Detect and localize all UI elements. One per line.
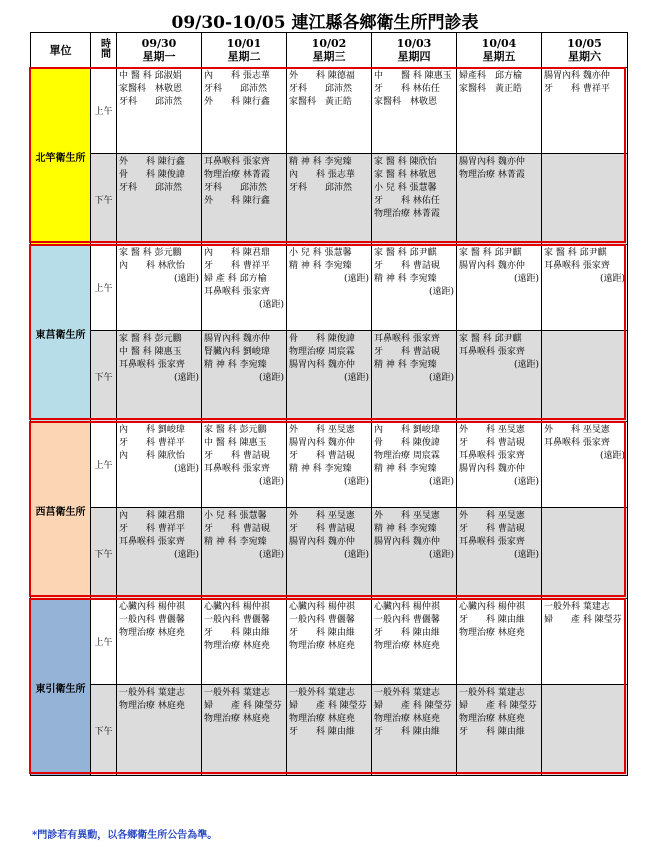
doctor-entry: 耳鼻喉科 張家齊 — [459, 451, 525, 461]
doctor-entry: 內 科 劉峻瑋 — [119, 425, 185, 435]
schedule-cell — [117, 508, 202, 599]
doctor-entry: 牙 科 曹詰硯 — [289, 524, 355, 534]
remote-note: (遠距) — [428, 373, 454, 383]
footnote: *門診若有異動，以各鄉衛生所公告為準。 — [32, 830, 218, 841]
doctor-entry: 牙 科 陳由維 — [289, 727, 355, 737]
doctor-entry: 物理治療 林庭堯 — [119, 628, 185, 638]
clinic-name: 西莒衛生所 — [31, 422, 91, 599]
remote-note: (遠距) — [173, 550, 199, 560]
schedule-cell — [457, 599, 542, 685]
doctor-entry: 家 醫 科 陳欣怡 — [374, 157, 437, 167]
remote-note: (遠距) — [513, 477, 539, 487]
doctor-entry: 物理治療 林庭堯 — [204, 714, 270, 724]
doctor-entry: 小 兒 科 張慧馨 — [289, 248, 352, 258]
schedule-cell — [457, 68, 542, 154]
period-label: 下午 — [91, 154, 117, 245]
day-date: 10/04 — [481, 37, 517, 50]
doctor-entry: 外 科 巫旻憲 — [459, 425, 525, 435]
doctor-entry: 內 科 陳君鼎 — [119, 511, 185, 521]
day-date: 10/01 — [226, 37, 262, 50]
doctor-entry: 精 神 科 李宛臻 — [374, 524, 437, 534]
schedule-cell — [372, 331, 457, 422]
header-row — [31, 33, 628, 68]
schedule-cell — [542, 508, 628, 599]
schedule-cell — [202, 599, 287, 685]
doctor-entry: 內 科 陳欣怡 — [119, 451, 185, 461]
doctor-entry: 腸胃內科 魏亦仲 — [289, 537, 355, 547]
doctor-entry: 中 醫 科 陳惠玉 — [204, 438, 267, 448]
doctor-entry: 牙 科 陳由維 — [459, 727, 525, 737]
schedule-cell — [372, 245, 457, 331]
doctor-entry: 婦 產 科 陳瑩芬 — [204, 701, 282, 711]
doctor-entry: 一般內科 曹儷馨 — [119, 615, 185, 625]
doctor-entry: 牙科 邱沛然 — [204, 84, 268, 94]
doctor-entry: 物理治療 林庭堯 — [289, 714, 355, 724]
doctor-entry: 物理治療 林菁霞 — [459, 170, 525, 180]
day-weekday: 星期六 — [568, 50, 601, 63]
doctor-entry: 牙 科 陳由維 — [204, 628, 270, 638]
doctor-entry: 腸胃內科 魏亦仲 — [459, 261, 525, 271]
day-header — [287, 33, 372, 68]
time-header — [91, 33, 117, 68]
doctor-entry: 牙 科 林佑任 — [374, 196, 440, 206]
doctor-entry: 婦產科 邱方榆 — [459, 71, 523, 81]
period-label: 下午 — [91, 508, 117, 599]
doctor-entry: 耳鼻喉科 張家齊 — [119, 537, 185, 547]
schedule-cell — [117, 685, 202, 776]
doctor-entry: 一般內科 曹儷馨 — [374, 615, 440, 625]
day-weekday: 星期五 — [482, 50, 516, 63]
doctor-entry: 耳鼻喉科 張家齊 — [374, 334, 440, 344]
schedule-cell — [372, 422, 457, 508]
day-date: 10/05 — [567, 37, 602, 50]
doctor-entry: 家醫科 林敬恩 — [374, 97, 438, 107]
doctor-entry: 耳鼻喉科 張家齊 — [204, 464, 270, 474]
doctor-entry: 牙 科 曹詰硯 — [204, 524, 270, 534]
schedule-cell — [202, 154, 287, 245]
remote-note: (遠距) — [258, 300, 284, 310]
doctor-entry: 家 醫 科 彭元鵬 — [204, 425, 267, 435]
schedule-cell — [457, 331, 542, 422]
doctor-entry: 耳鼻喉科 張家齊 — [459, 537, 525, 547]
day-header — [372, 33, 457, 68]
remote-note: (遠距) — [258, 477, 284, 487]
remote-note: (遠距) — [513, 550, 539, 560]
period-label: 上午 — [91, 245, 117, 331]
doctor-entry: 耳鼻喉科 張家齊 — [544, 438, 610, 448]
doctor-entry: 婦 產 科 陳瑩芬 — [544, 615, 622, 625]
schedule-cell — [117, 422, 202, 508]
remote-note: (遠距) — [343, 373, 369, 383]
schedule-cell — [542, 245, 628, 331]
doctor-entry: 外 科 陳德福 — [289, 71, 355, 81]
doctor-entry: 物理治療 林菁霞 — [204, 170, 270, 180]
schedule-cell — [457, 685, 542, 776]
doctor-entry: 腸胃內科 魏亦仲 — [289, 438, 355, 448]
doctor-entry: 外 科 巫旻憲 — [459, 511, 525, 521]
schedule-row — [31, 154, 628, 245]
doctor-entry: 腎臟內科 劉峻瑋 — [204, 347, 270, 357]
doctor-entry: 物理治療 林庭堯 — [289, 641, 355, 651]
doctor-entry: 腸胃內科 魏亦仲 — [289, 360, 355, 370]
remote-note: (遠距) — [173, 373, 199, 383]
doctor-entry: 牙 科 曹祥平 — [119, 438, 185, 448]
doctor-entry: 中 醫 科 邱淑娟 — [119, 71, 182, 81]
doctor-entry: 腸胃內科 魏亦仲 — [459, 157, 525, 167]
clinic-name: 東莒衛生所 — [31, 245, 91, 422]
period-label: 上午 — [91, 599, 117, 685]
schedule-cell — [542, 422, 628, 508]
remote-note: (遠距) — [343, 274, 369, 284]
doctor-entry: 家醫科 黃正皓 — [289, 97, 353, 107]
doctor-entry: 外 科 陳行鑫 — [204, 196, 270, 206]
schedule-cell — [287, 508, 372, 599]
doctor-entry: 一般內科 曹儷馨 — [289, 615, 355, 625]
unit-header: 單位 — [31, 33, 91, 68]
doctor-entry: 牙 科 陳由維 — [289, 628, 355, 638]
period-label: 上午 — [91, 68, 117, 154]
schedule-cell — [457, 245, 542, 331]
doctor-entry: 一般外科 葉建志 — [204, 688, 270, 698]
doctor-entry: 精 神 科 李宛臻 — [289, 464, 352, 474]
doctor-entry: 耳鼻喉科 張家齊 — [204, 287, 270, 297]
doctor-entry: 腸胃內科 魏亦仲 — [459, 464, 525, 474]
schedule-cell — [372, 68, 457, 154]
doctor-entry: 精 神 科 李宛臻 — [374, 360, 437, 370]
doctor-entry: 耳鼻喉科 張家齊 — [204, 157, 270, 167]
doctor-entry: 中 醫 科 陳惠玉 — [374, 71, 452, 81]
remote-note: (遠距) — [173, 274, 199, 284]
page-title: 09/30-10/05 連江縣各鄉衛生所門診表 — [171, 13, 479, 33]
schedule-row — [31, 508, 628, 599]
doctor-entry: 內 科 劉峻瑋 — [374, 425, 440, 435]
doctor-entry: 精 神 科 李宛臻 — [204, 360, 267, 370]
schedule-cell — [287, 154, 372, 245]
schedule-cell — [287, 331, 372, 422]
doctor-entry: 牙 科 林佑任 — [374, 84, 440, 94]
doctor-entry: 家醫科 林敬恩 — [119, 84, 183, 94]
doctor-entry: 婦 產 科 陳瑩芬 — [289, 701, 367, 711]
doctor-entry: 牙 科 曹祥平 — [544, 84, 610, 94]
schedule-cell — [372, 599, 457, 685]
doctor-entry: 外 科 巫旻憲 — [289, 511, 355, 521]
period-label: 下午 — [91, 685, 117, 776]
doctor-entry: 精 神 科 李宛臻 — [289, 157, 352, 167]
schedule-cell — [287, 685, 372, 776]
doctor-entry: 牙 科 曹詰硯 — [374, 347, 440, 357]
doctor-entry: 一般外科 葉建志 — [119, 688, 185, 698]
schedule-row — [31, 422, 628, 508]
doctor-entry: 家 醫 科 邱尹麒 — [544, 248, 607, 258]
schedule-table — [30, 32, 628, 776]
day-header — [542, 33, 628, 68]
doctor-entry: 腸胃內科 魏亦仲 — [204, 334, 270, 344]
remote-note: (遠距) — [599, 274, 625, 284]
doctor-entry: 一般外科 葉建志 — [289, 688, 355, 698]
schedule-cell — [542, 331, 628, 422]
doctor-entry: 牙 科 曹詰硯 — [289, 451, 355, 461]
doctor-entry: 外 科 陳行鑫 — [119, 157, 185, 167]
doctor-entry: 內 科 張志華 — [289, 170, 355, 180]
doctor-entry: 牙 科 曹詰硯 — [204, 451, 270, 461]
remote-note: (遠距) — [428, 550, 454, 560]
remote-note: (遠距) — [343, 550, 369, 560]
schedule-cell — [542, 68, 628, 154]
doctor-entry: 外 科 巫旻憲 — [374, 511, 440, 521]
doctor-entry: 物理治療 林庭堯 — [459, 628, 525, 638]
doctor-entry: 一般外科 葉建志 — [374, 688, 440, 698]
doctor-entry: 中 醫 科 陳惠玉 — [119, 347, 182, 357]
day-header — [202, 33, 287, 68]
clinic-name: 東引衛生所 — [31, 599, 91, 776]
remote-note: (遠距) — [258, 550, 284, 560]
doctor-entry: 牙 科 陳由維 — [459, 615, 525, 625]
doctor-entry: 牙科 邱沛然 — [119, 183, 183, 193]
day-header — [117, 33, 202, 68]
doctor-entry: 精 神 科 李宛臻 — [289, 261, 352, 271]
doctor-entry: 家 醫 科 彭元鵬 — [119, 334, 182, 344]
schedule-cell — [202, 508, 287, 599]
doctor-entry: 耳鼻喉科 張家齊 — [459, 347, 525, 357]
remote-note: (遠距) — [173, 464, 199, 474]
schedule-cell — [202, 68, 287, 154]
doctor-entry: 內 科 林欣怡 — [119, 261, 185, 271]
day-header — [457, 33, 542, 68]
doctor-entry: 精 神 科 李宛臻 — [374, 274, 437, 284]
doctor-entry: 骨 科 陳俊諱 — [374, 438, 440, 448]
day-date: 10/03 — [396, 37, 432, 50]
doctor-entry: 外 科 陳行鑫 — [204, 97, 270, 107]
remote-note: (遠距) — [343, 477, 369, 487]
doctor-entry: 家 醫 科 邱尹麒 — [459, 334, 522, 344]
schedule-cell — [287, 599, 372, 685]
doctor-entry: 耳鼻喉科 張家齊 — [544, 261, 610, 271]
doctor-entry: 牙 科 曹詰硯 — [459, 524, 525, 534]
schedule-cell — [117, 68, 202, 154]
doctor-entry: 內 科 陳君鼎 — [204, 248, 270, 258]
schedule-cell — [202, 331, 287, 422]
schedule-cell — [117, 331, 202, 422]
schedule-row — [31, 599, 628, 685]
doctor-entry: 牙 科 陳由維 — [374, 727, 440, 737]
doctor-entry: 牙 科 曹詰硯 — [374, 261, 440, 271]
doctor-entry: 精 神 科 李宛臻 — [204, 537, 267, 547]
clinic-name: 北竿衛生所 — [31, 68, 91, 245]
remote-note: (遠距) — [513, 360, 539, 370]
schedule-row — [31, 245, 628, 331]
schedule-row — [31, 68, 628, 154]
day-weekday: 星期四 — [397, 50, 431, 63]
doctor-entry: 牙 科 陳由維 — [374, 628, 440, 638]
period-label: 下午 — [91, 331, 117, 422]
schedule-cell — [202, 422, 287, 508]
doctor-entry: 物理治療 林庭堯 — [119, 701, 185, 711]
doctor-entry: 物理治療 林庭堯 — [374, 714, 440, 724]
doctor-entry: 牙科 邱沛然 — [289, 183, 353, 193]
schedule-cell — [372, 508, 457, 599]
day-date: 09/30 — [141, 37, 177, 50]
day-weekday: 星期一 — [142, 50, 176, 63]
schedule-cell — [372, 685, 457, 776]
period-label: 上午 — [91, 422, 117, 508]
doctor-entry: 家 醫 科 林敬恩 — [374, 170, 437, 180]
doctor-entry: 婦 產 科 陳瑩芬 — [374, 701, 452, 711]
schedule-cell — [202, 245, 287, 331]
doctor-entry: 一般外科 葉建志 — [459, 688, 525, 698]
day-date: 10/02 — [311, 37, 347, 50]
day-weekday: 星期二 — [227, 50, 261, 63]
schedule-cell — [457, 508, 542, 599]
doctor-entry: 腸胃內科 魏亦仲 — [544, 71, 610, 81]
doctor-entry: 骨 科 陳俊諱 — [289, 334, 355, 344]
doctor-entry: 物理治療 周宸霖 — [289, 347, 355, 357]
doctor-entry: 牙科 邱沛然 — [119, 97, 183, 107]
doctor-entry: 耳鼻喉科 張家齊 — [119, 360, 185, 370]
schedule-cell — [287, 245, 372, 331]
doctor-entry: 小 兒 科 張慧馨 — [374, 183, 437, 193]
doctor-entry: 牙 科 曹祥平 — [119, 524, 185, 534]
doctor-entry: 牙 科 曹詰硯 — [459, 438, 525, 448]
schedule-cell — [457, 422, 542, 508]
remote-note: (遠距) — [258, 373, 284, 383]
doctor-entry: 腸胃內科 魏亦仲 — [374, 537, 440, 547]
doctor-entry: 家 醫 科 邱尹麒 — [459, 248, 522, 258]
doctor-entry: 小 兒 科 張慧馨 — [204, 511, 267, 521]
doctor-entry: 外 科 巫旻憲 — [289, 425, 355, 435]
doctor-entry: 婦 產 科 陳瑩芬 — [459, 701, 537, 711]
doctor-entry: 心臟內科 楊仲祺 — [459, 602, 525, 612]
schedule-cell — [457, 154, 542, 245]
doctor-entry: 內 科 張志華 — [204, 71, 270, 81]
schedule-cell — [117, 599, 202, 685]
doctor-entry: 心臟內科 楊仲祺 — [374, 602, 440, 612]
time-header-label: 時間 — [98, 38, 110, 58]
doctor-entry: 一般外科 葉建志 — [544, 602, 610, 612]
doctor-entry: 物理治療 林菁霞 — [374, 209, 440, 219]
schedule-cell — [117, 154, 202, 245]
doctor-entry: 物理治療 林庭堯 — [204, 641, 270, 651]
day-weekday: 星期三 — [312, 50, 346, 63]
doctor-entry: 物理治療 林庭堯 — [374, 641, 440, 651]
doctor-entry: 心臟內科 楊仲祺 — [289, 602, 355, 612]
remote-note: (遠距) — [513, 274, 539, 284]
schedule-cell — [542, 685, 628, 776]
schedule-cell — [287, 422, 372, 508]
doctor-entry: 精 神 科 李宛臻 — [374, 464, 437, 474]
schedule-cell — [287, 68, 372, 154]
doctor-entry: 家 醫 科 彭元鵬 — [119, 248, 182, 258]
doctor-entry: 家醫科 黃正皓 — [459, 84, 523, 94]
doctor-entry: 牙科 邱沛然 — [204, 183, 268, 193]
schedule-cell — [372, 154, 457, 245]
remote-note: (遠距) — [428, 477, 454, 487]
doctor-entry: 家 醫 科 邱尹麒 — [374, 248, 437, 258]
doctor-entry: 牙 科 曹祥平 — [204, 261, 270, 271]
schedule-cell — [202, 685, 287, 776]
schedule-cell — [117, 245, 202, 331]
doctor-entry: 物理治療 林庭堯 — [459, 714, 525, 724]
doctor-entry: 心臟內科 楊仲祺 — [204, 602, 270, 612]
remote-note: (遠距) — [428, 287, 454, 297]
doctor-entry: 心臟內科 楊仲祺 — [119, 602, 185, 612]
schedule-row — [31, 685, 628, 776]
schedule-cell — [542, 599, 628, 685]
doctor-entry: 外 科 巫旻憲 — [544, 425, 610, 435]
schedule-row — [31, 331, 628, 422]
remote-note: (遠距) — [599, 451, 625, 461]
doctor-entry: 骨 科 陳俊諱 — [119, 170, 185, 180]
schedule-cell — [542, 154, 628, 245]
doctor-entry: 物理治療 周宸霖 — [374, 451, 440, 461]
doctor-entry: 婦 產 科 邱方榆 — [204, 274, 267, 284]
doctor-entry: 牙科 邱沛然 — [289, 84, 353, 94]
doctor-entry: 一般內科 曹儷馨 — [204, 615, 270, 625]
